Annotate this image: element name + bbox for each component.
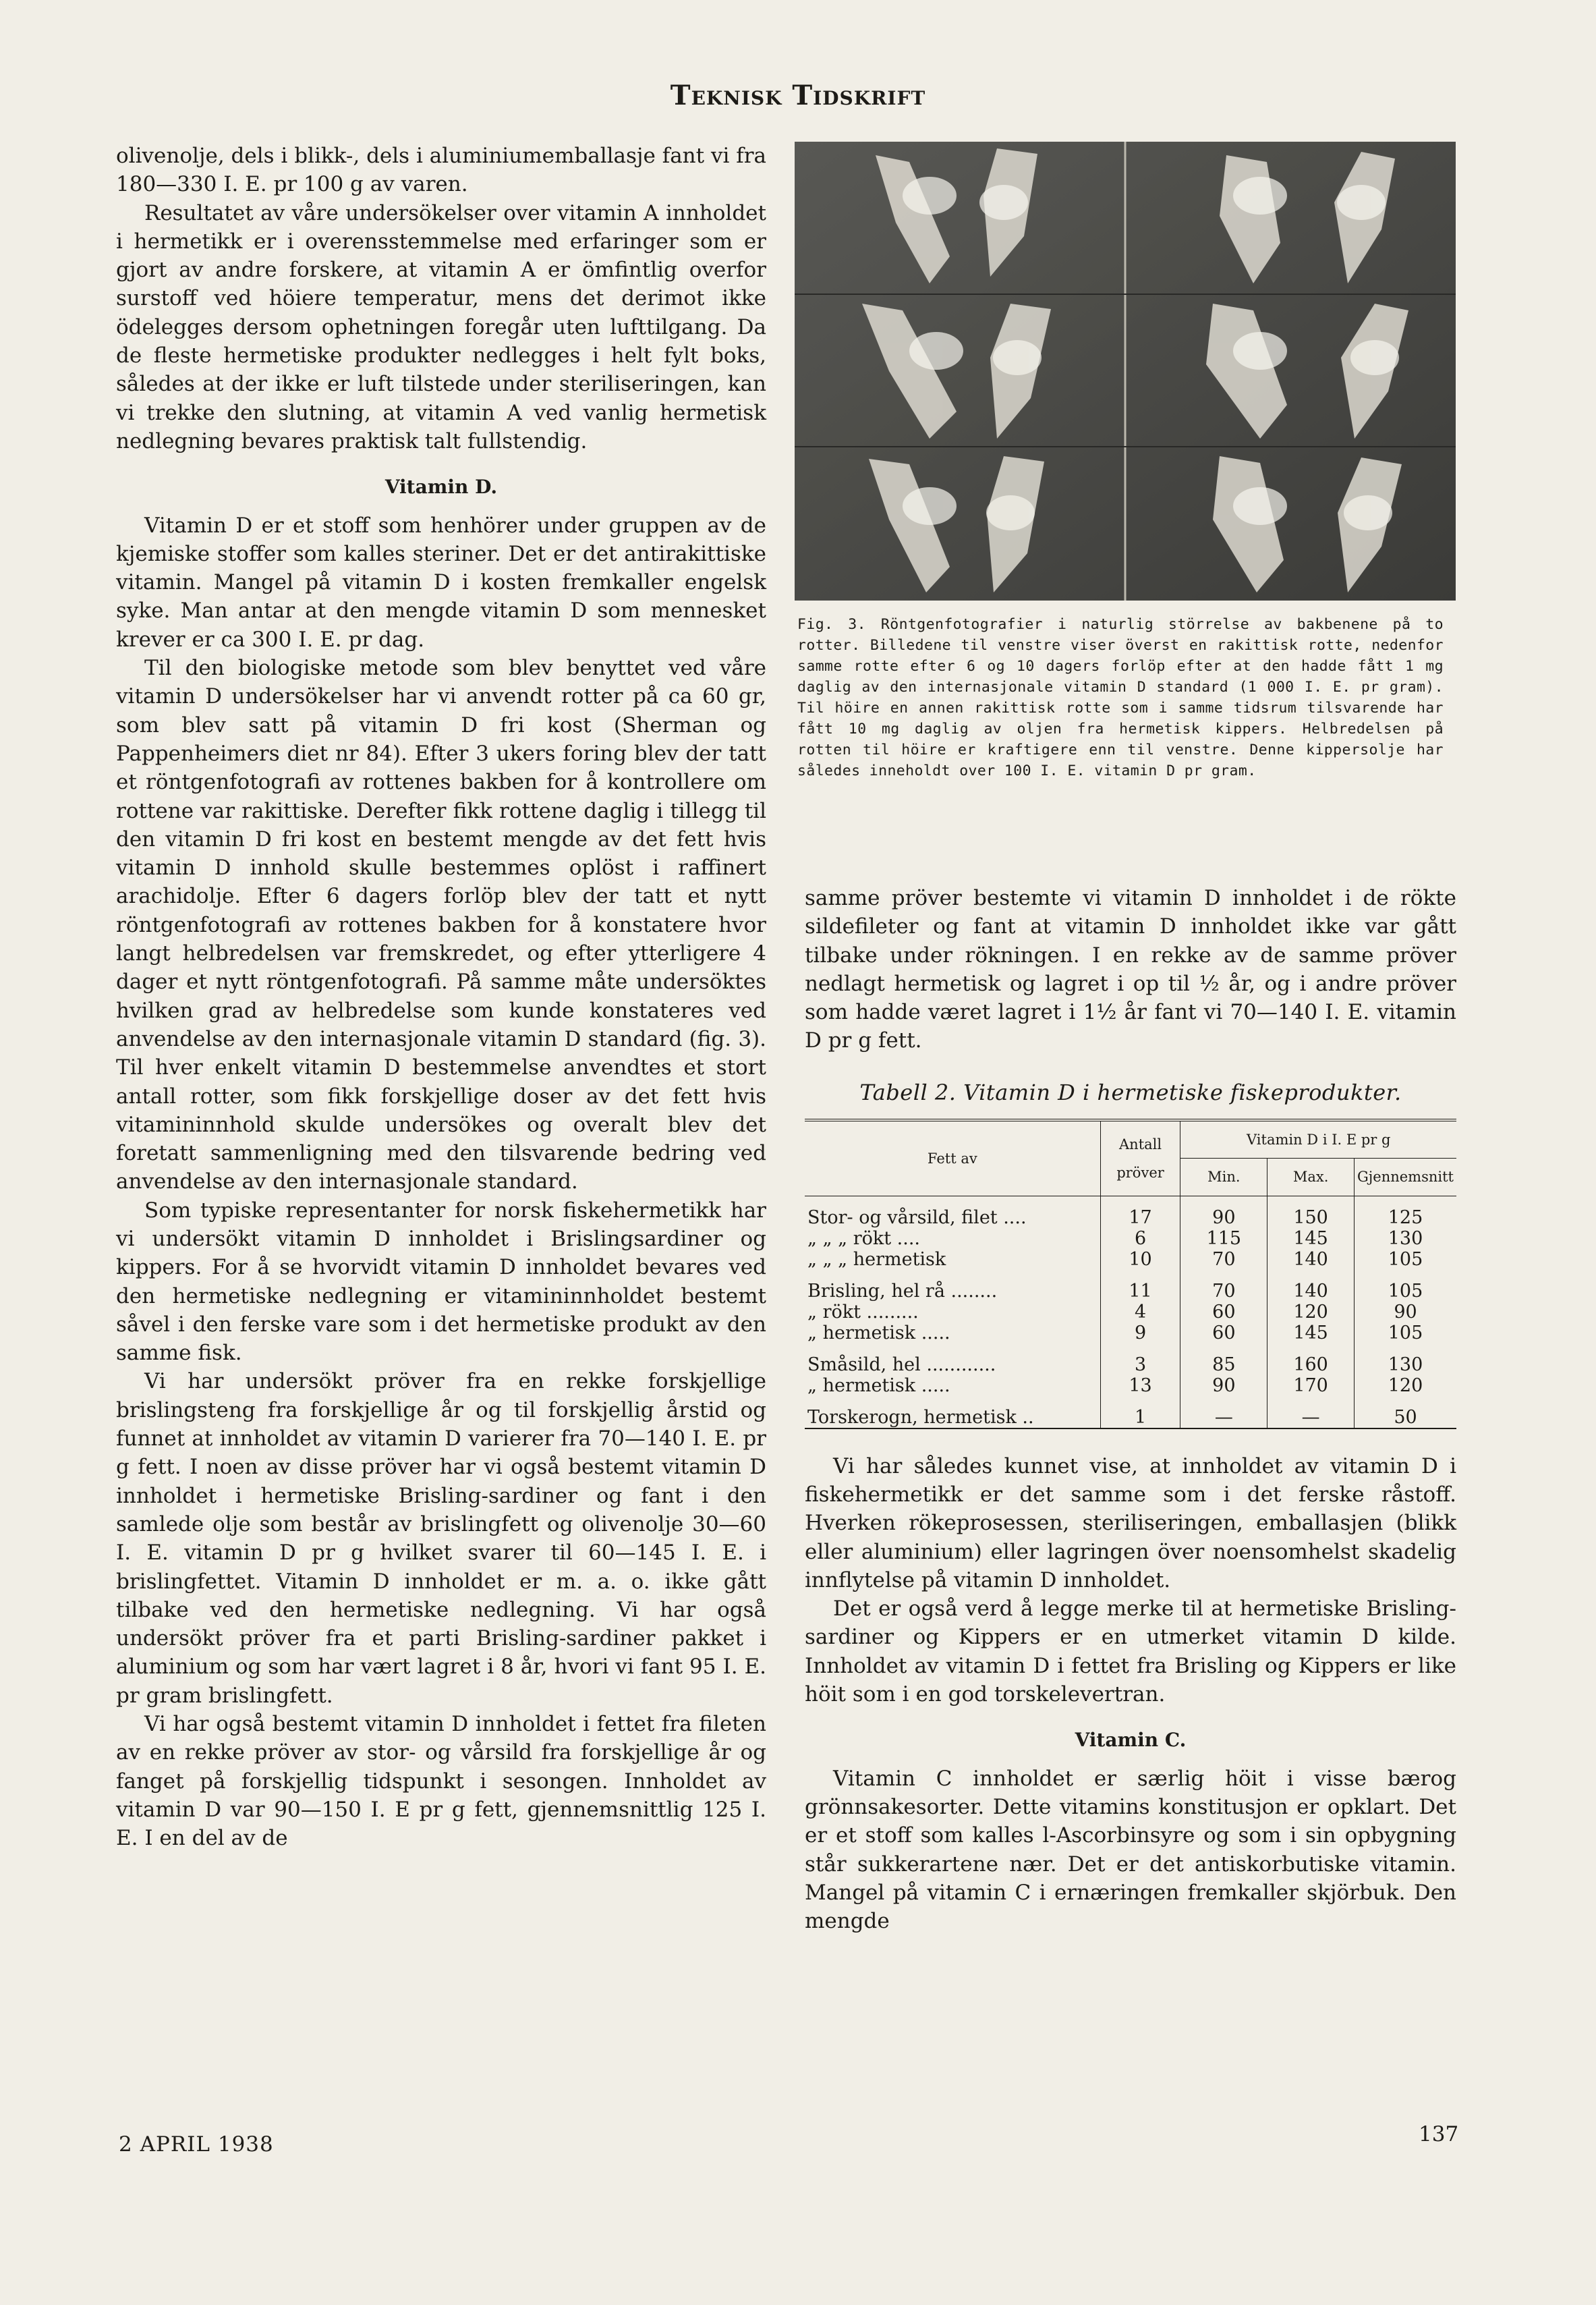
cell-fett: Stor- og vårsild, filet .... <box>805 1207 1100 1228</box>
table-row <box>805 1207 1456 1228</box>
cell-avg: 130 <box>1354 1354 1456 1375</box>
paragraph: Som typiske representanter for norsk fiskehermetikk har vi undersökt vitamin D innholdet i Brislingsardiner og kippers. For å se hvorvidt vitamin D innholdet bevares ved den hermetiske nedlegning er vitamininnholdet bestemt såvel i den ferske vare som i det hermetiske produkt av den samme fisk. <box>116 1198 766 1366</box>
page-number: 137 <box>1419 2122 1459 2146</box>
paragraph: Vitamin D er et stoff som henhörer under gruppen av de kjemiske stoffer som kalles steriner. Det er det antirakittiske vitamin. Mangel på vitamin D i kosten fremkaller engelsk syke. Man antar at den mengde vitamin D som mennesket krever er ca 300 I. E. pr dag. <box>116 513 766 652</box>
column-header-min: Min. <box>1180 1159 1267 1196</box>
cell-fett: „ „ „ hermetisk <box>805 1249 1100 1270</box>
cell-fett: Torskerogn, hermetisk .. <box>805 1407 1100 1428</box>
cell-avg: 105 <box>1354 1323 1456 1343</box>
cell-max: 140 <box>1267 1249 1355 1270</box>
cell-avg: 125 <box>1354 1207 1456 1228</box>
cell-min: 115 <box>1180 1228 1267 1249</box>
paragraph: Det er også verd å legge merke til at hermetiske Brisling-sardiner og Kippers er en utmerket vitamin D kilde. Innholdet av vitamin D i fettet fra Brisling og Kippers er like höit som i en god torskelevertran. <box>805 1596 1456 1707</box>
cell-max: 145 <box>1267 1228 1355 1249</box>
table-row <box>805 1249 1456 1270</box>
cell-antall: 3 <box>1100 1354 1180 1375</box>
cell-antall: 17 <box>1100 1207 1180 1228</box>
cell-antall: 4 <box>1100 1302 1180 1323</box>
left-column <box>116 142 766 1853</box>
cell-min: 70 <box>1180 1249 1267 1270</box>
cell-min: 60 <box>1180 1323 1267 1343</box>
cell-avg: 50 <box>1354 1407 1456 1428</box>
cell-min: 60 <box>1180 1302 1267 1323</box>
table-spacer <box>805 1343 1456 1354</box>
cell-avg: 105 <box>1354 1281 1456 1302</box>
cell-antall: 1 <box>1100 1407 1180 1428</box>
figure-xray <box>795 142 1456 781</box>
cell-fett: „ hermetisk ..... <box>805 1323 1100 1343</box>
cell-antall: 9 <box>1100 1323 1180 1343</box>
cell-max: 140 <box>1267 1281 1355 1302</box>
issue-date: 2 APRIL 1938 <box>119 2132 274 2157</box>
paragraph: Vi har også bestemt vitamin D innholdet i fettet fra fileten av en rekke pröver av stor- og vårsild fra forskjellige år og fanget på forskjellig tidspunkt i sesongen. Innholdet av vitamin D var 90—150 I. E pr g fett, gjennemsnittlig 125 I. E. I en del av de <box>116 1712 766 1851</box>
table-row <box>805 1302 1456 1323</box>
column-header-fett: Fett av <box>805 1120 1100 1196</box>
cell-antall: 13 <box>1100 1375 1180 1396</box>
table-row <box>805 1407 1456 1428</box>
section-heading-vitamin-c: Vitamin C. <box>1075 1729 1187 1752</box>
table-spacer <box>805 1270 1456 1281</box>
vitamin-d-table <box>805 1119 1456 1429</box>
table-row <box>805 1323 1456 1343</box>
paragraph: Til den biologiske metode som blev benyttet ved våre vitamin D undersökelser har vi anvendt rotter på ca 60 gr, som blev satt på vitamin D fri kost (Sherman og Pappenheimers diet nr 84). Efter 3 ukers foring blev der tatt et röntgenfotografi av rottenes bakben for å kontrollere om rottene var rakittiske. Derefter fikk rottene daglig i tillegg til den vitamin D fri kost en bestemt mengde av det fett hvis vitamin D innhold skulle bestemmes oplöst i raffinert arachidolje. Efter 6 dagers forlöp blev der tatt et nytt röntgenfotografi av rottenes bakben for å konstatere hvor langt helbredelsen var fremskredet, og efter ytterligere 4 dager et nytt röntgenfotografi. På samme måte undersöktes hvilken grad av helbredelse som kunde konstateres ved anvendelse av den internasjonale vitamin D standard (fig. 3). Til hver enkelt vitamin D bestemmelse anvendtes et stort antall rotter, som fikk forskjellige doser av det fett hvis vitamininnhold skulde undersökes og overalt blev det foretatt sammenligning med den tilsvarende bedring ved anvendelse av den internasjonale standard. <box>116 656 766 1194</box>
cell-min: 85 <box>1180 1354 1267 1375</box>
cell-antall: 11 <box>1100 1281 1180 1302</box>
cell-antall: 6 <box>1100 1228 1180 1249</box>
journal-header: Teknisk Tidskrift <box>670 80 926 111</box>
table-row <box>805 1375 1456 1396</box>
column-header-antall: Antall pröver <box>1100 1120 1180 1196</box>
table-spacer <box>805 1196 1456 1207</box>
cell-avg: 130 <box>1354 1228 1456 1249</box>
right-column <box>805 884 1456 1935</box>
cell-min: 90 <box>1180 1207 1267 1228</box>
column-header-avg: Gjennemsnitt <box>1354 1159 1456 1196</box>
cell-antall: 10 <box>1100 1249 1180 1270</box>
paragraph: Resultatet av våre undersökelser over vitamin A innholdet i hermetikk er i overensstemmelse med erfaringer som er gjort av andre forskere, at vitamin A er ömfintlig overfor surstoff ved höiere temperatur, mens det derimot ikke ödelegges dersom ophetningen foregår uten lufttilgang. Da de fleste hermetiske produkter nedlegges i helt fylt boks, således at der ikke er luft tilstede under steriliseringen, kan vi trekke den slutning, at vitamin A ved vanlig hermetisk nedlegning bevares praktisk talt fullstendig. <box>116 200 766 453</box>
table-title: Tabell 2. Vitamin D i hermetiske fiskeprodukter. <box>859 1079 1402 1105</box>
table-row <box>805 1354 1456 1375</box>
cell-fett: „ rökt ......... <box>805 1302 1100 1323</box>
table-spacer <box>805 1396 1456 1407</box>
cell-avg: 120 <box>1354 1375 1456 1396</box>
table-row <box>805 1228 1456 1249</box>
paragraph: Vi har således kunnet vise, at innholdet av vitamin D i fiskehermetikk er det samme som i det ferske råstoff. Hverken rökeprosessen, steriliseringen, emballasjen (blikk eller aluminium) eller lagringen över noensomhelst skadelig innflytelse på vitamin D innholdet. <box>805 1453 1456 1592</box>
cell-avg: 105 <box>1354 1249 1456 1270</box>
paragraph: olivenolje, dels i blikk-, dels i aluminiumemballasje fant vi fra 180—330 I. E. pr 100 g av varen. <box>116 144 767 197</box>
column-header-max: Max. <box>1267 1159 1355 1196</box>
cell-fett: „ hermetisk ..... <box>805 1375 1100 1396</box>
cell-max: 120 <box>1267 1302 1355 1323</box>
cell-min: — <box>1180 1407 1267 1428</box>
cell-max: 150 <box>1267 1207 1355 1228</box>
cell-max: — <box>1267 1407 1355 1428</box>
cell-fett: „ „ „ rökt .... <box>805 1228 1100 1249</box>
cell-min: 90 <box>1180 1375 1267 1396</box>
cell-fett: Brisling, hel rå ........ <box>805 1281 1100 1302</box>
paragraph: samme pröver bestemte vi vitamin D innholdet i de rökte sildefileter og fant at vitamin D innholdet ikke var gått tilbake under rökningen. I en rekke av de samme pröver nedlagt hermetisk og lagret i op til ½ år, og i andre pröver som hadde været lagret i 1½ år fant vi 70—140 I. E. vitamin D pr g fett. <box>805 886 1456 1053</box>
table-row <box>805 1281 1456 1302</box>
cell-min: 70 <box>1180 1281 1267 1302</box>
cell-fett: Småsild, hel ............ <box>805 1354 1100 1375</box>
cell-max: 160 <box>1267 1354 1355 1375</box>
cell-avg: 90 <box>1354 1302 1456 1323</box>
cell-max: 170 <box>1267 1375 1355 1396</box>
figure-caption: Fig. 3. Röntgenfotografier i naturlig störrelse av bakbenene på to rotter. Billedene til venstre viser överst en rakittisk rotte, nedenfor samme rotte efter 6 og 10 dagers forlöp efter at den hadde fått 1 mg daglig av den internasjonale vitamin D standard (1 000 I. E. pr gram). Til höire en annen rakittisk rotte som i samme tidsrum tilsvarende har fått 10 mg daglig av oljen fra hermetisk kippers. Helbredelsen på rotten til höire er kraftigere enn til venstre. Denne kippersolje har således inneholdt over 100 I. E. vitamin D pr gram. <box>797 616 1444 779</box>
xray-photograph <box>795 142 1456 601</box>
column-header-vitamin: Vitamin D i I. E pr g <box>1180 1120 1456 1159</box>
paragraph: Vitamin C innholdet er særlig höit i visse bærog grönnsakesorter. Dette vitamins konstitusjon er opklart. Det er et stoff som kalles l-Ascorbinsyre og som i sin opbygning står sukkerartene nær. Det er det antiskorbutiske vitamin. Mangel på vitamin C i ernæringen fremkaller skjörbuk. Den mengde <box>805 1766 1456 1934</box>
section-heading-vitamin-d: Vitamin D. <box>384 476 498 499</box>
paragraph: Vi har undersökt pröver fra en rekke forskjellige brislingsteng fra forskjellige år og til forskjellig årstid og funnet at innholdet av vitamin D varierer fra 70—140 I. E. pr g fett. I noen av disse pröver har vi også bestemt vitamin D innholdet i hermetiske Brisling-sardiner og fant i den samlede olje som består av brislingfett og olivenolje 30—60 I. E. vitamin D pr g hvilket svarer til 60—145 I. E. i brislingfettet. Vitamin D innholdet er m. a. o. ikke gått tilbake ved den hermetiske nedlegning. Vi har også undersökt pröver fra et parti Brisling-sardiner pakket i aluminium og som har vært lagret i 8 år, hvori vi fant 95 I. E. pr gram brislingfett. <box>116 1369 766 1708</box>
cell-max: 145 <box>1267 1323 1355 1343</box>
